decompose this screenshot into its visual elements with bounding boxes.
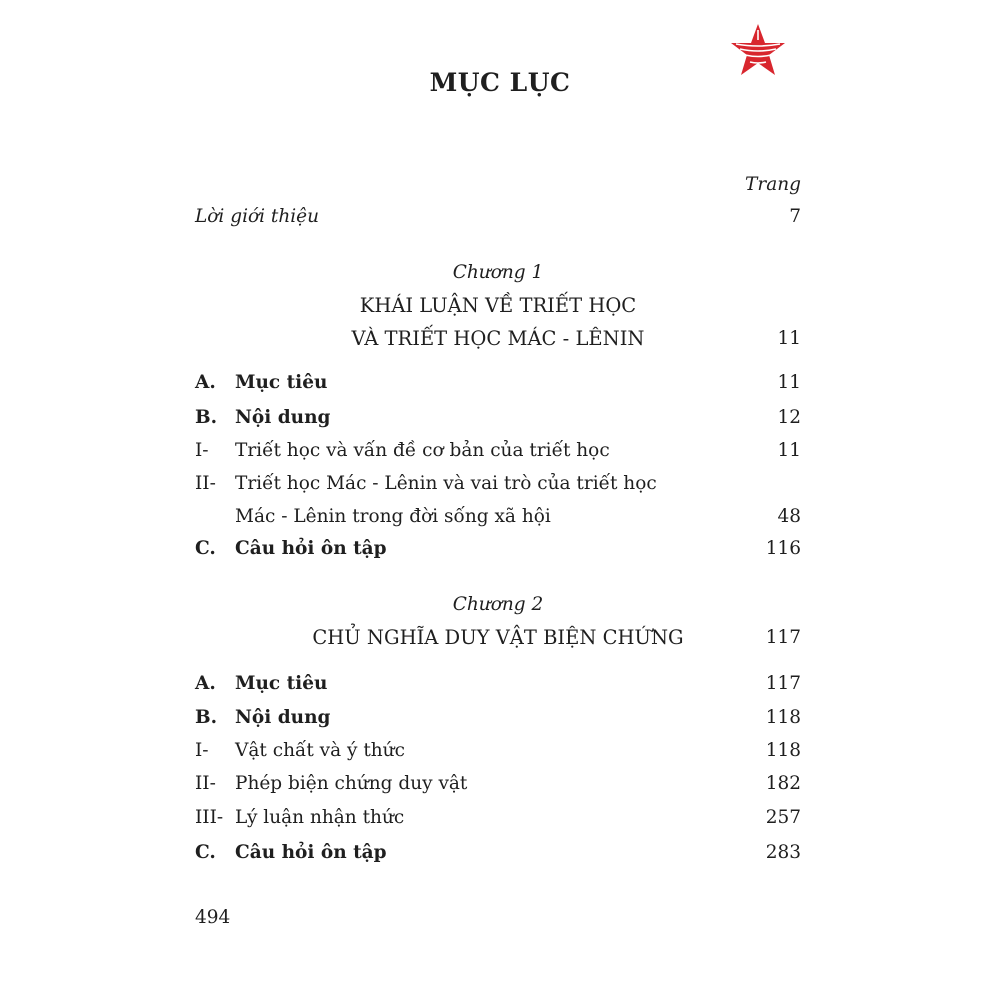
chapter-1-title-line-1: KHÁI LUẬN VỀ TRIẾT HỌC (359, 294, 637, 317)
toc-entry (195, 736, 801, 766)
chapter-2-title-line-1: CHỦ NGHĨA DUY VẬT BIỆN CHỨNG (312, 626, 684, 649)
toc-entry (195, 469, 801, 499)
toc-entry-number: A. (195, 673, 216, 694)
toc-entry-continuation (195, 502, 801, 532)
toc-entry-label: Phép biện chứng duy vật (235, 773, 468, 794)
toc-entry-label: Triết học Mác - Lênin và vai trò của triết học (235, 473, 657, 494)
chapter-2-heading-row (195, 590, 801, 620)
toc-entry-intro (195, 202, 801, 232)
chapter-1-title-row-1 (195, 291, 801, 321)
toc-entry (195, 403, 801, 433)
page-title: MỤC LỤC (429, 68, 571, 97)
page-number: 494 (195, 907, 231, 928)
toc-entry-page: 12 (777, 407, 801, 428)
toc-entry-label: Nội dung (235, 707, 331, 728)
toc-entry-number: I- (195, 740, 209, 761)
toc-entry-page: 116 (765, 538, 801, 559)
toc-entry-label: Mục tiêu (235, 673, 328, 694)
toc-entry (195, 838, 801, 868)
chapter-2-title-row (195, 623, 801, 653)
toc-entry-number: B. (195, 407, 218, 428)
toc-entry-label: Câu hỏi ôn tập (235, 538, 387, 559)
toc-entry (195, 534, 801, 564)
toc-entry-label: Câu hỏi ôn tập (235, 842, 387, 863)
toc-entry-label: Nội dung (235, 407, 331, 428)
toc-entry-page: 11 (777, 372, 801, 393)
toc-entry (195, 669, 801, 699)
toc-entry-label: Lời giới thiệu (195, 206, 320, 227)
toc-entry-number: B. (195, 707, 218, 728)
toc-entry-number: I- (195, 440, 209, 461)
chapter-2-page: 117 (765, 627, 801, 648)
toc-entry-number: III- (195, 807, 224, 828)
toc-entry (195, 703, 801, 733)
trang-header-row (195, 170, 801, 200)
toc-entry-page: 11 (777, 440, 801, 461)
toc-entry-page: 118 (765, 740, 801, 761)
toc-entry-page: 257 (765, 807, 801, 828)
toc-entry-label: Mục tiêu (235, 372, 328, 393)
toc-entry (195, 368, 801, 398)
trang-label: Trang (745, 174, 801, 195)
toc-entry-label: Triết học và vấn đề cơ bản của triết học (235, 440, 610, 461)
chapter-1-page: 11 (777, 328, 801, 349)
toc-entry-page: 48 (777, 506, 801, 527)
toc-entry (195, 436, 801, 466)
toc-entry-page: 118 (765, 707, 801, 728)
chapter-1-heading-row (195, 258, 801, 288)
toc-entry-number: C. (195, 538, 216, 559)
chapter-1-heading: Chương 1 (452, 262, 544, 283)
toc-entry-number: II- (195, 773, 216, 794)
toc-entry-number: C. (195, 842, 216, 863)
toc-entry-page: 182 (765, 773, 801, 794)
toc-entry (195, 803, 801, 833)
toc-entry-label: Mác - Lênin trong đời sống xã hội (235, 506, 551, 527)
chapter-2-heading: Chương 2 (452, 594, 544, 615)
toc-entry-label: Lý luận nhận thức (235, 807, 405, 828)
toc-entry-page: 7 (789, 206, 801, 227)
chapter-1-title-row-2 (195, 324, 801, 354)
toc-entry-page: 117 (765, 673, 801, 694)
toc-entry (195, 769, 801, 799)
chapter-1-title-line-2: VÀ TRIẾT HỌC MÁC - LÊNIN (351, 327, 645, 350)
toc-entry-page: 283 (765, 842, 801, 863)
toc-entry-number: A. (195, 372, 216, 393)
toc-entry-number: II- (195, 473, 216, 494)
toc-entry-label: Vật chất và ý thức (235, 740, 405, 761)
